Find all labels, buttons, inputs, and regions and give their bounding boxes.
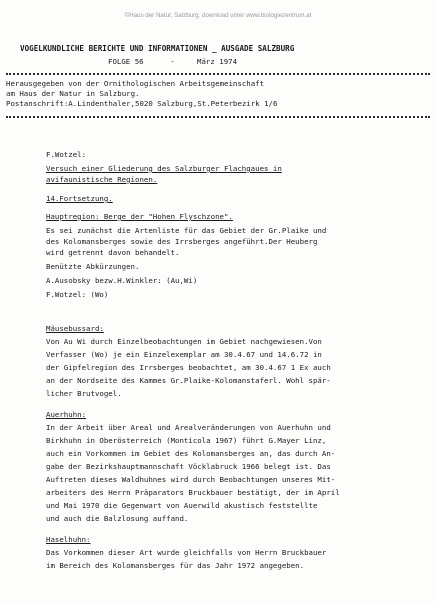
section-line: an der Nordseite des Kammes Gr.Plaike-Kolomanstaferl. Wohl spär- (46, 376, 331, 385)
header-rule-bottom (6, 116, 430, 118)
section-line: gabe der Bezirkshauptmannschaft Vöcklabruck 1966 belegt ist. Das (46, 462, 331, 471)
intro-line-3: wird getrennt davon behandelt. (46, 248, 180, 257)
section-heading-auerhuhn: Auerhuhn: (46, 410, 87, 419)
article-title-line-2: avifaunistische Regionen. (46, 175, 158, 184)
journal-title: VOGELKUNDLICHE BERICHTE UND INFORMATIONEN _ AUSGADE SALZBURG (20, 44, 295, 53)
postal-address: Postanschrift:A.Lindenthaler,5020 Salzburg,St.Peterbezirk 1/6 (6, 99, 278, 108)
section-line: der Gipfelregion des Irrsberges beobachtet, am 30.4.67 1 Ex auch (46, 363, 331, 372)
issue-line: FOLGE 56 - März 1974 (108, 57, 238, 66)
article-title-line-1: Versuch einer Gliederung des Salzburger Flachgaues in (46, 164, 282, 173)
section-line: In der Arbeit über Areal und Arealveränderungen von Auerhuhn und (46, 423, 331, 432)
section-line: und Mai 1970 die Gegenwart von Auerwild akustisch feststellte (46, 501, 318, 510)
region-heading: Hauptregion: Berge der "Hohen Flyschzone". (46, 212, 233, 221)
section-heading-maeusebussard: Mäusebussard: (46, 324, 104, 333)
intro-line-2: des Kolomansberges sowie des Irrsberges angeführt.Der Heuberg (46, 237, 318, 246)
section-line: Das Vorkommen dieser Art wurde gleichfalls von Herrn Bruckbauer (46, 548, 327, 557)
publisher-line-2: am Haus der Natur in Salzburg. (6, 89, 140, 98)
section-line: und auch die Balzlosung auffand. (46, 514, 189, 523)
section-line: im Bereich des Kolomansberges für das Jahr 1972 angegeben. (46, 561, 305, 570)
section-line: auch ein Vorkommen im Gebiet des Kolomansberges an, das durch An- (46, 449, 336, 458)
article-author: F.Wotzel: (46, 150, 87, 159)
section-line: Auftreten dieses Waldhuhnes wird durch Beobachtungen unseres Mit- (46, 475, 336, 484)
section-heading-haselhuhn: Haselhuhn: (46, 535, 91, 544)
publisher-line-1: Herausgegeben von der Ornithologischen Arbeitsgemeinschaft (6, 79, 265, 88)
section-line: Birkhuhn in Oberösterreich (Monticola 1967) führt G.Mayer Linz, (46, 436, 327, 445)
section-line: Von Au Wi durch Einzelbeobachtungen im Gebiet nachgewiesen.Von (46, 337, 322, 346)
intro-line-1: Es sei zunächst die Artenliste für das Gebiet der Gr.Plaike und (46, 226, 327, 235)
header-rule-top (6, 73, 430, 75)
section-line: Verfasser (Wo) je ein Einzelexemplar am 30.4.67 und 14.6.72 in (46, 350, 322, 359)
abbreviations-heading: Benützte Abkürzungen. (46, 262, 140, 271)
section-line: licher Brutvogel. (46, 389, 122, 398)
section-line: arbeiters des Herrn Präparators Bruckbauer bestätigt, der im April (46, 488, 340, 497)
abbreviation-1: A.Ausobsky bezw.H.Winkler: (Au,Wi) (46, 276, 198, 285)
watermark: ©Haus der Natur, Salzburg, download unter www.biologiezentrum.at (124, 12, 312, 19)
abbreviation-2: F.Wotzel: (Wo) (46, 290, 109, 299)
continuation-note: 14.Fortsetzung. (46, 194, 113, 203)
